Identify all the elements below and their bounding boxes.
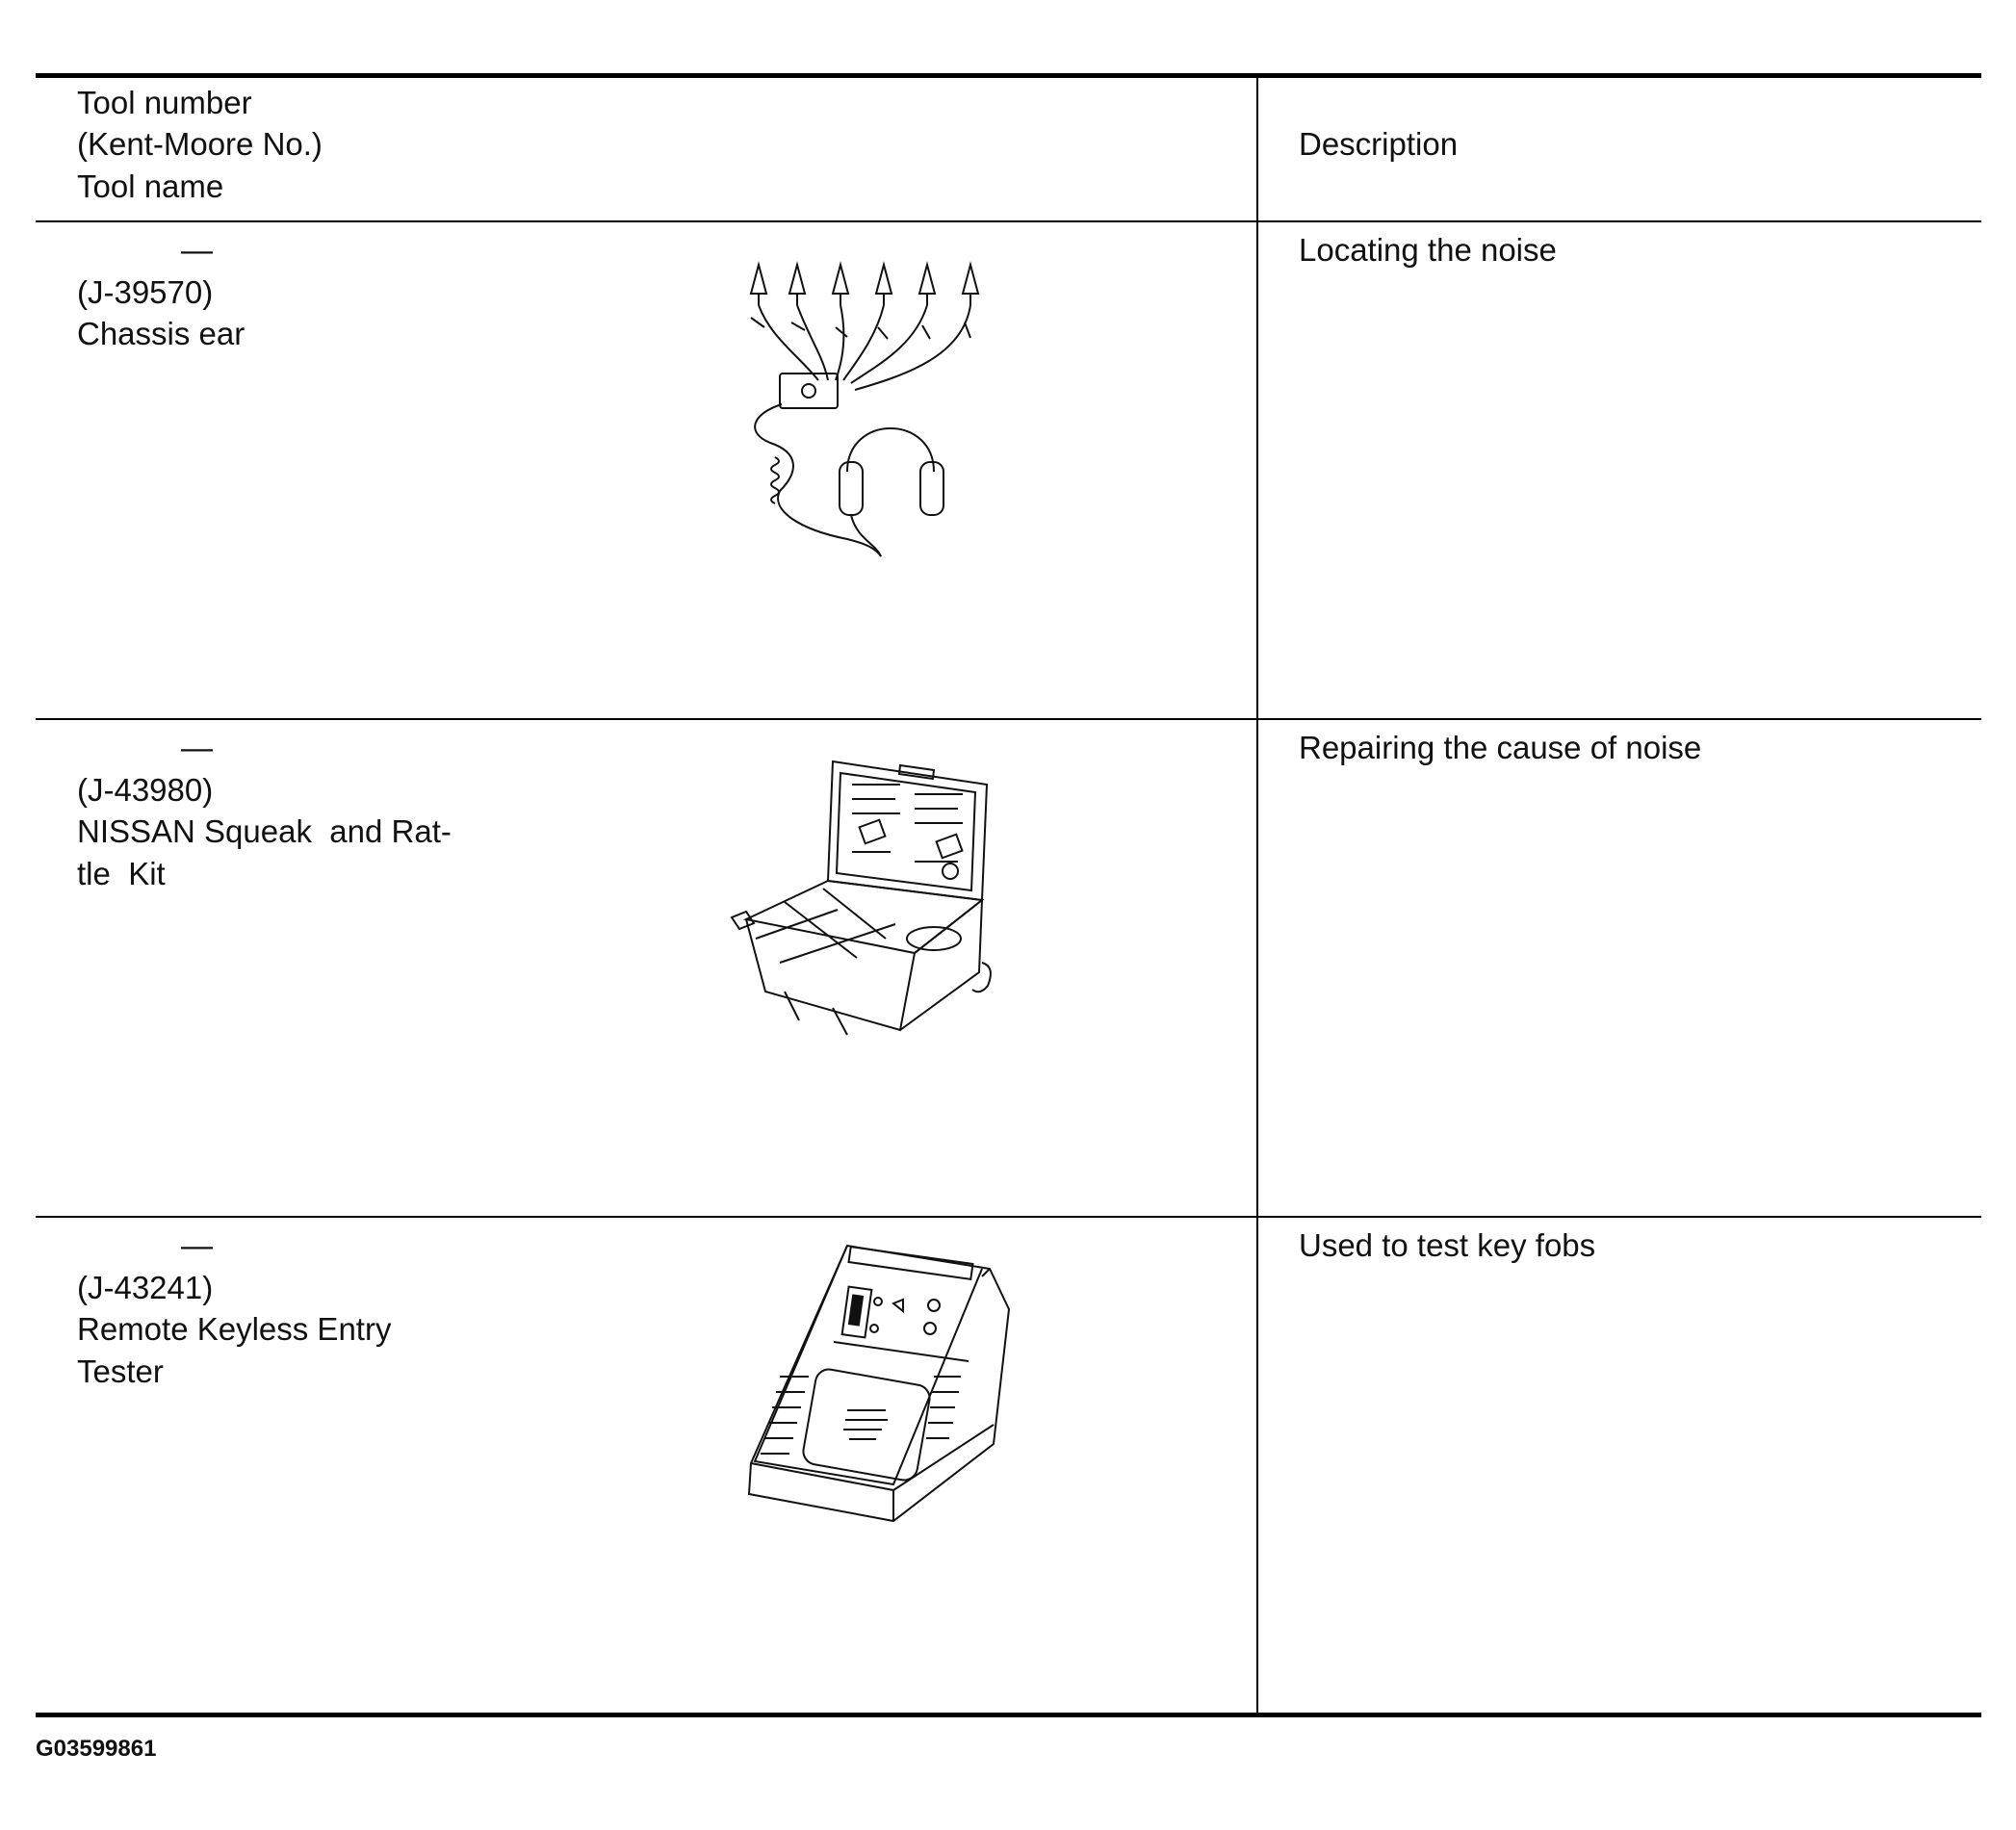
tool-number: — — [181, 730, 213, 765]
header-tool-name: Tool name — [77, 168, 224, 204]
headphones — [840, 428, 943, 556]
tool-name: Remote Keyless Entry — [77, 1311, 392, 1347]
key-fob-pad — [801, 1367, 932, 1482]
tool-description: Locating the noise — [1299, 232, 1557, 268]
tool-number: — — [181, 1227, 213, 1263]
kent-moore-number: (J-39570) — [77, 274, 214, 310]
row-divider-1 — [36, 718, 1981, 720]
tool-description: Used to test key fobs — [1299, 1227, 1596, 1263]
figure-code: G03599861 — [36, 1736, 157, 1762]
header-kent-moore: (Kent-Moore No.) — [77, 126, 323, 162]
table-bottom-border — [36, 1713, 1981, 1717]
kent-moore-number: (J-43980) — [77, 772, 214, 808]
tool-name: Chassis ear — [77, 316, 246, 351]
clip-wires — [751, 305, 970, 390]
row-divider-2 — [36, 1216, 1981, 1218]
keyless-entry-tester-illustration — [741, 1242, 1021, 1531]
tool-name: NISSAN Squeak and Rat- — [77, 813, 452, 849]
header-description: Description — [1299, 126, 1459, 162]
kent-moore-number: (J-43241) — [77, 1270, 214, 1305]
junction-box — [780, 374, 838, 408]
column-divider — [1256, 77, 1258, 1714]
squeak-rattle-kit-illustration — [727, 756, 1016, 1044]
alligator-clips — [751, 265, 978, 305]
tool-name: tle Kit — [77, 856, 166, 891]
header-tool-number: Tool number — [77, 85, 252, 120]
kit-tray — [746, 881, 982, 953]
chassis-ear-illustration — [732, 250, 1021, 558]
tool-description: Repairing the cause of noise — [1299, 730, 1702, 765]
tool-name: Tester — [77, 1353, 164, 1389]
header-divider — [36, 220, 1981, 222]
table-top-border — [36, 73, 1981, 78]
tool-number: — — [181, 232, 213, 268]
